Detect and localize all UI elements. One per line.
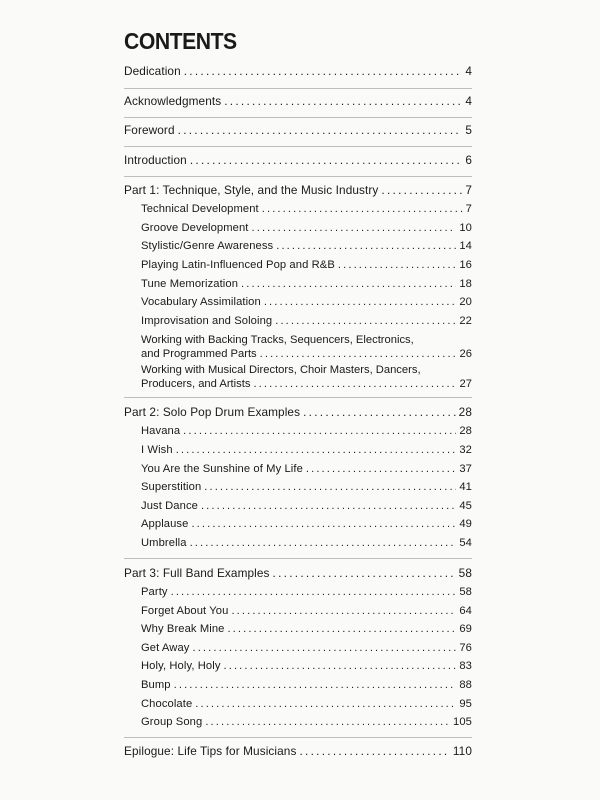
toc-entry-label: Foreword	[124, 123, 175, 137]
toc-page-number: 49	[459, 518, 472, 530]
toc-page-number: 37	[459, 463, 472, 475]
toc-entry-label: Working with Backing Tracks, Sequencers, Electronics,	[141, 334, 414, 346]
toc-entry-label-continued: and Programmed Parts	[141, 348, 257, 360]
toc-entry-foreword[interactable]	[124, 123, 472, 138]
toc-entry-label: Epilogue: Life Tips for Musicians	[124, 744, 297, 758]
toc-page-number: 26	[459, 348, 472, 360]
toc-page-number: 16	[459, 259, 472, 271]
toc-entry[interactable]	[141, 480, 472, 494]
toc-part-label: Part 1: Technique, Style, and the Music Industry	[124, 183, 379, 197]
toc-entry[interactable]	[141, 517, 472, 531]
divider	[124, 146, 472, 147]
divider	[124, 737, 472, 738]
toc-entry[interactable]	[141, 443, 472, 457]
divider	[124, 397, 472, 398]
toc-entry-label: Umbrella	[141, 537, 187, 549]
toc-entry-label: Bump	[141, 679, 171, 691]
toc-page-number: 88	[459, 679, 472, 691]
toc-entry-label: Acknowledgments	[124, 94, 222, 108]
toc-page-number: 58	[458, 566, 472, 580]
toc-entry-acknowledgments[interactable]	[124, 94, 472, 109]
toc-entry-epilogue[interactable]	[124, 744, 472, 759]
toc-entry[interactable]	[141, 202, 472, 216]
toc-entry[interactable]	[141, 295, 472, 309]
toc-entry[interactable]	[141, 604, 472, 618]
toc-entry[interactable]	[141, 641, 472, 655]
toc-entry-label: Introduction	[124, 153, 187, 167]
toc-entry[interactable]	[141, 536, 472, 550]
toc-entry-label: Party	[141, 586, 168, 598]
toc-entry-label: Vocabulary Assimilation	[141, 296, 261, 308]
toc-entry[interactable]	[141, 258, 472, 272]
toc-page-number: 18	[459, 278, 472, 290]
toc-entry[interactable]	[141, 277, 472, 291]
toc-page-number: 28	[459, 425, 472, 437]
toc-part-label: Part 2: Solo Pop Drum Examples	[124, 405, 301, 419]
toc-page-number: 45	[459, 500, 472, 512]
toc-page-number: 69	[459, 623, 472, 635]
toc-page-number: 22	[459, 315, 472, 327]
toc-part-2[interactable]	[124, 405, 472, 420]
toc-entry[interactable]	[141, 462, 472, 476]
toc-entry-label: Forget About You	[141, 605, 229, 617]
divider	[124, 117, 472, 118]
toc-page-number: 83	[459, 660, 472, 672]
toc-page-number: 6	[465, 153, 472, 167]
toc-entry-introduction[interactable]	[124, 153, 472, 168]
toc-page-number: 10	[459, 222, 472, 234]
toc-entry[interactable]	[141, 659, 472, 673]
toc-part-3[interactable]	[124, 566, 472, 581]
toc-part-label: Part 3: Full Band Examples	[124, 566, 270, 580]
toc-entry-multiline[interactable]	[141, 363, 472, 391]
divider	[124, 88, 472, 89]
toc-page-number: 5	[465, 123, 472, 137]
toc-part-1[interactable]	[124, 183, 472, 198]
toc-entry-label: Playing Latin-Influenced Pop and R&B	[141, 259, 335, 271]
toc-entry[interactable]	[141, 314, 472, 328]
toc-entry[interactable]	[141, 499, 472, 513]
toc-page-number: 76	[459, 642, 472, 654]
toc-page-number: 7	[465, 183, 472, 197]
toc-entry-label: Stylistic/Genre Awareness	[141, 240, 274, 252]
toc-entry-label-continued: Producers, and Artists	[141, 378, 251, 390]
toc-entry-label: Group Song	[141, 716, 203, 728]
toc-entry[interactable]	[141, 622, 472, 636]
toc-entry-label: You Are the Sunshine of My Life	[141, 463, 303, 475]
toc-page-number: 27	[459, 378, 472, 390]
toc-entry-label: Applause	[141, 518, 189, 530]
page-title: CONTENTS	[124, 28, 237, 54]
toc-entry-label: Holy, Holy, Holy	[141, 660, 221, 672]
toc-page-number: 4	[465, 64, 472, 78]
toc-page-number: 105	[453, 716, 472, 728]
toc-page-number: 64	[459, 605, 472, 617]
toc-page-number: 95	[459, 698, 472, 710]
toc-entry[interactable]	[141, 221, 472, 235]
toc-page-number: 58	[459, 586, 472, 598]
toc-page-number: 4	[465, 94, 472, 108]
toc-entry-label: Havana	[141, 425, 181, 437]
divider	[124, 558, 472, 559]
toc-entry-label: Get Away	[141, 642, 190, 654]
toc-entry[interactable]	[141, 715, 472, 729]
toc-entry-dedication[interactable]	[124, 64, 472, 79]
toc-entry-label: Groove Development	[141, 222, 249, 234]
toc-entry-label: Working with Musical Directors, Choir Masters, Dancers,	[141, 364, 421, 376]
toc-entry-label: Chocolate	[141, 698, 193, 710]
toc-page-number: 110	[452, 744, 472, 758]
toc-entry-label: Superstition	[141, 481, 202, 493]
toc-page-number: 28	[458, 405, 472, 419]
toc-entry-label: I Wish	[141, 444, 173, 456]
toc-entry-label: Why Break Mine	[141, 623, 225, 635]
toc-page-number: 41	[459, 481, 472, 493]
toc-page-number: 7	[465, 203, 472, 215]
toc-entry[interactable]	[141, 424, 472, 438]
toc-page-number: 14	[459, 240, 472, 252]
toc-page-number: 54	[459, 537, 472, 549]
toc-entry-label: Tune Memorization	[141, 278, 239, 290]
toc-entry[interactable]	[141, 585, 472, 599]
toc-page-number: 32	[459, 444, 472, 456]
toc-entry-label: Technical Development	[141, 203, 259, 215]
toc-entry-label: Dedication	[124, 64, 181, 78]
toc-entry[interactable]	[141, 239, 472, 253]
divider	[124, 176, 472, 177]
toc-page-number: 20	[459, 296, 472, 308]
toc-entry[interactable]	[141, 678, 472, 692]
toc-entry-multiline[interactable]	[141, 333, 472, 361]
toc-entry-label: Just Dance	[141, 500, 198, 512]
toc-entry[interactable]	[141, 697, 472, 711]
toc-entry-label: Improvisation and Soloing	[141, 315, 273, 327]
